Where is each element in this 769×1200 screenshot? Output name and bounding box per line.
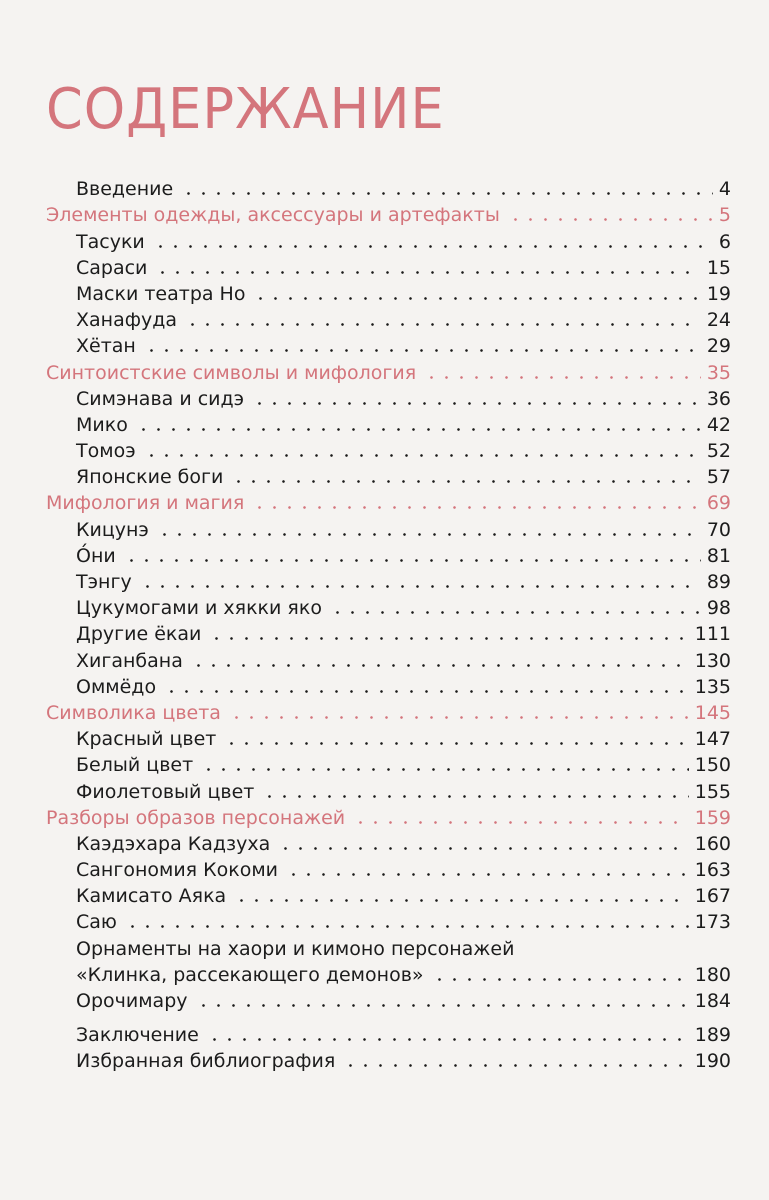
table-of-contents (0, 174, 769, 1072)
dot-leader (424, 376, 701, 379)
dot-leader (252, 506, 701, 509)
toc-entry[interactable] (0, 331, 769, 357)
dot-leader (196, 1004, 689, 1007)
toc-entry-title: Маски театра Но (76, 282, 246, 305)
toc-entry[interactable] (0, 1020, 769, 1046)
toc-entry-title: Кицунэ (76, 518, 149, 541)
toc-entry[interactable] (0, 645, 769, 671)
toc-page-number: 159 (694, 806, 731, 829)
toc-entry[interactable] (0, 174, 769, 200)
toc-entry[interactable] (0, 567, 769, 593)
toc-section[interactable] (0, 698, 769, 724)
dot-leader (144, 454, 701, 457)
toc-entry-title: Другие ёкаи (76, 623, 202, 646)
toc-entry[interactable] (0, 541, 769, 567)
toc-entry-title: Ханафуда (76, 309, 177, 332)
dot-leader (136, 428, 701, 431)
dot-leader (125, 925, 689, 928)
dot-leader (229, 716, 689, 719)
toc-entry-title: Саю (76, 911, 117, 934)
toc-page-number: 24 (706, 309, 731, 332)
toc-page-number: 145 (694, 701, 731, 724)
toc-entry[interactable] (0, 855, 769, 881)
toc-entry-title: Орнаменты на хаори и кимоно персонажей (76, 937, 515, 960)
toc-entry-title: Мико (76, 413, 128, 436)
toc-entry-title: Фиолетовый цвет (76, 780, 255, 803)
toc-entry-title: Введение (76, 178, 174, 201)
toc-page-number: 147 (694, 728, 731, 751)
toc-entry-title: Оммёдо (76, 675, 157, 698)
dot-leader (224, 742, 688, 745)
toc-entry[interactable] (0, 986, 769, 1012)
toc-entry-title: Белый цвет (76, 754, 194, 777)
toc-page-number: 163 (694, 859, 731, 882)
toc-entry-title: Японские боги (76, 466, 224, 489)
toc-entry-title: Заключение (76, 1024, 199, 1047)
toc-entry-title: Орочимару (76, 990, 188, 1012)
toc-page-number: 35 (706, 361, 731, 384)
toc-entry[interactable] (0, 436, 769, 462)
dot-leader (253, 297, 700, 300)
toc-section-title: Элементы одежды, аксессуары и артефакты (46, 204, 500, 227)
toc-section-title: Символика цвета (46, 701, 221, 724)
toc-page-number: 4 (718, 178, 731, 201)
toc-page-number: 189 (694, 1024, 731, 1047)
dot-leader (262, 795, 688, 798)
toc-page-number: 98 (706, 597, 731, 620)
toc-page-number: 173 (694, 911, 731, 934)
toc-entry[interactable] (0, 305, 769, 331)
toc-page-number: 42 (706, 413, 731, 436)
toc-entry-title: Камисато Аяка (76, 885, 227, 908)
toc-page-number: 70 (706, 518, 731, 541)
toc-page-number: 52 (706, 440, 731, 463)
toc-entry-title: Томоэ (76, 440, 136, 463)
toc-entry[interactable] (0, 724, 769, 750)
dot-leader (508, 218, 713, 221)
toc-page-number: 81 (706, 544, 731, 567)
toc-entry[interactable] (0, 279, 769, 305)
toc-section[interactable] (0, 803, 769, 829)
toc-page-number: 57 (706, 466, 731, 489)
dot-leader (191, 664, 689, 667)
dot-leader (153, 245, 713, 248)
dot-leader (140, 585, 701, 588)
dot-leader (209, 637, 688, 640)
toc-section-title: Синтоистские символы и мифология (46, 361, 417, 384)
toc-page-number: 5 (718, 204, 731, 227)
toc-entry-title: Избранная библиография (76, 1050, 336, 1073)
dot-leader (124, 559, 701, 562)
toc-page-number: 89 (706, 571, 731, 593)
toc-entry[interactable] (0, 1046, 769, 1072)
dot-leader (181, 192, 713, 195)
toc-page-number: 160 (694, 832, 731, 855)
dot-leader (252, 402, 701, 405)
toc-page-number: 69 (706, 492, 731, 515)
dot-leader (157, 533, 701, 536)
toc-page-number: 150 (694, 754, 731, 777)
toc-entry-title: Симэнава и сидэ (76, 387, 245, 410)
toc-entry[interactable] (0, 907, 769, 933)
toc-entry-title: Цукумогами и хякки яко (76, 597, 322, 620)
toc-page-number: 36 (706, 387, 731, 410)
dot-leader (164, 690, 689, 693)
dot-leader (432, 978, 689, 981)
toc-page-number: 167 (694, 885, 731, 908)
toc-entry[interactable] (0, 750, 769, 776)
dot-leader (155, 271, 700, 274)
dot-leader (207, 1038, 689, 1041)
toc-entry[interactable] (0, 514, 769, 540)
page-title: СОДЕРЖАНИЕ (46, 77, 445, 142)
toc-page-number: 180 (694, 963, 731, 986)
toc-entry[interactable] (0, 226, 769, 252)
toc-section[interactable] (0, 488, 769, 514)
toc-page-number: 15 (706, 256, 731, 279)
dot-leader (185, 323, 701, 326)
toc-entry-title: Хётан (76, 335, 136, 358)
toc-page-number: 190 (694, 1050, 731, 1073)
toc-entry-title: Сараси (76, 256, 148, 279)
toc-entry[interactable] (0, 593, 769, 619)
toc-entry-title: Хиганбана (76, 649, 183, 672)
toc-section[interactable] (0, 200, 769, 226)
dot-leader (231, 480, 700, 483)
toc-page-number: 111 (694, 623, 731, 646)
dot-leader (278, 847, 688, 850)
toc-entry[interactable] (0, 829, 769, 855)
toc-entry[interactable] (0, 776, 769, 802)
toc-section-title: Разборы образов персонажей (46, 806, 346, 829)
dot-leader (201, 768, 689, 771)
toc-entry-title: Тасуки (76, 230, 145, 253)
dot-leader (234, 899, 689, 902)
toc-entry-title: Красный цвет (76, 728, 217, 751)
toc-entry[interactable] (0, 384, 769, 410)
toc-entry[interactable] (0, 881, 769, 907)
toc-page-number: 130 (694, 649, 731, 672)
toc-entry-title-continued: «Клинка, рассекающего демонов» (76, 963, 424, 986)
toc-page-number: 6 (718, 230, 731, 253)
toc-entry-title: О́ни (76, 544, 116, 567)
toc-entry-title: Сангономия Кокоми (76, 859, 279, 882)
toc-page-number: 19 (706, 282, 731, 305)
toc-entry[interactable] (0, 462, 769, 488)
toc-entry[interactable] (0, 410, 769, 436)
toc-page-number: 135 (694, 675, 731, 698)
dot-leader (286, 873, 689, 876)
toc-entry-title: Каэдэхара Кадзуха (76, 832, 271, 855)
toc-page-number: 184 (694, 990, 731, 1012)
toc-page-number: 155 (694, 780, 731, 803)
dot-leader (353, 821, 689, 824)
toc-entry-second-line[interactable] (0, 960, 769, 986)
dot-leader (330, 611, 701, 614)
toc-entry[interactable] (0, 672, 769, 698)
toc-entry[interactable] (0, 619, 769, 645)
toc-entry-first-line[interactable] (0, 933, 769, 959)
toc-section-title: Мифология и магия (46, 492, 245, 515)
dot-leader (343, 1064, 688, 1067)
toc-entry-title: Тэнгу (76, 571, 132, 593)
toc-section[interactable] (0, 357, 769, 383)
toc-entry[interactable] (0, 253, 769, 279)
dot-leader (144, 349, 701, 352)
toc-page-number: 29 (706, 335, 731, 358)
